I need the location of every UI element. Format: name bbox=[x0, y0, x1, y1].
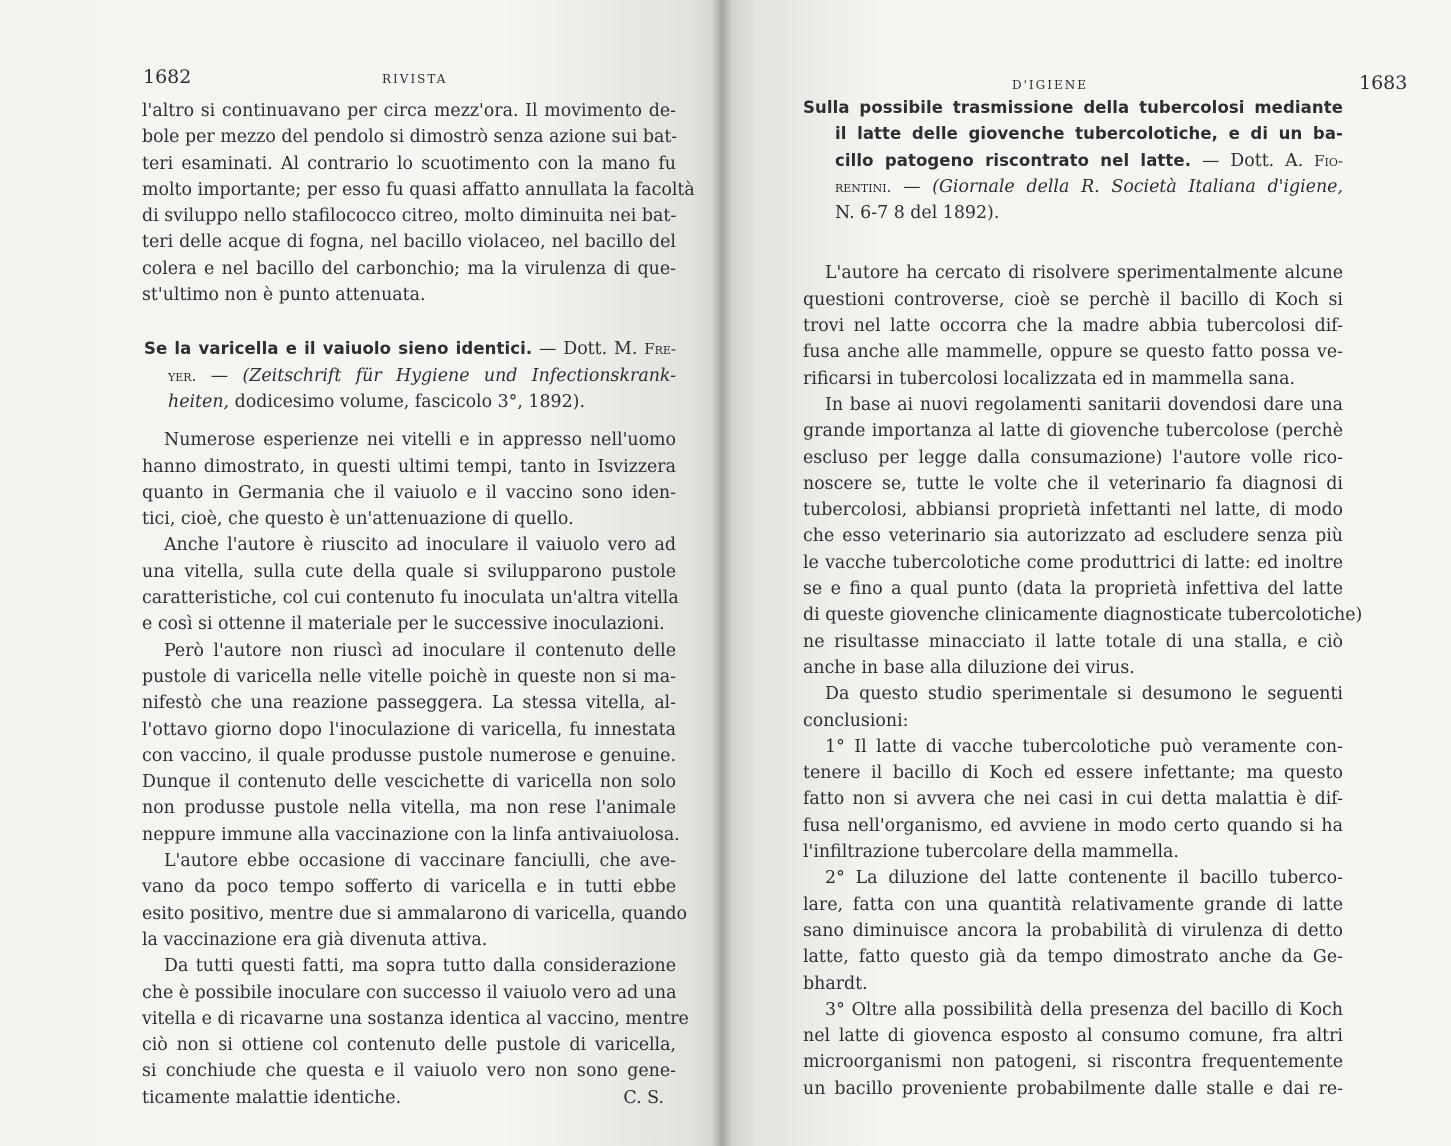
text-line: quanto in Germania che il vaiuolo e il vaccino sono iden- bbox=[142, 482, 676, 503]
article-journal: (Zeitschrift für Hygiene und Infectionskrank- bbox=[242, 365, 676, 386]
text-line: Numerose esperienze nei vitelli e in appresso nell'uomo bbox=[164, 430, 676, 451]
running-title: D'IGIENE bbox=[1012, 78, 1089, 92]
text-line: nifestò che una reazione passeggera. La stessa vitella, al- bbox=[142, 693, 676, 714]
paragraph bbox=[142, 848, 688, 953]
text-line: di queste giovenche clinicamente diagnosticate tubercolotiche) bbox=[803, 605, 1363, 626]
text-line: hanno dimostrato, in questi ultimi tempi, tanto in Isvizzera bbox=[142, 456, 676, 477]
text-line: ne risultasse minacciato il latte totale di una stalla, e ciò bbox=[803, 631, 1343, 652]
text-line: Da tutti questi fatti, ma sopra tutto dalla considerazione bbox=[164, 956, 676, 977]
article-title-line: Sulla possibile trasmissione della tubercolosi mediante bbox=[803, 98, 1343, 117]
text-line: le vacche tubercolotiche come produttrici di latte: ed inoltre bbox=[803, 552, 1343, 573]
text-line: L'autore ebbe occasione di vaccinare fanciulli, che ave- bbox=[164, 851, 676, 872]
text-line: colera e nel bacillo del carbonchio; ma la virulenza di que- bbox=[142, 258, 676, 279]
article-heading: Sulla possibile trasmissione della tubercolosi mediante il latte delle giovenche tubercolotiche, e di un ba- cillo patogeno riscontrato nel latte. — Dott. A. Fio- rentini. — (Giornale della R. Società Italiana d'igiene, N. 6-7 8 del 1892). bbox=[803, 98, 1343, 224]
article-body bbox=[803, 260, 1363, 1102]
text-line: vano da poco tempo sofferto di varicella e in tutti ebbe bbox=[142, 877, 676, 898]
right-page-number bbox=[1359, 72, 1407, 94]
text-line: tici, cioè, che questo è un'attenuazione di quello. bbox=[142, 509, 574, 530]
signature: C. S. bbox=[623, 1087, 664, 1108]
paragraph bbox=[803, 997, 1343, 1102]
article-body bbox=[142, 427, 689, 1084]
text-line: st'ultimo non è punto attenuata. bbox=[142, 285, 426, 306]
text-line: vitella e di ricavarne una sostanza identica al vaccino, mentre bbox=[142, 1008, 689, 1029]
page-number: 1683 bbox=[1359, 72, 1408, 94]
text-line: sano diminuisce ancora la probabilità di virulenza di detto bbox=[803, 920, 1343, 941]
paragraph bbox=[803, 734, 1343, 865]
paragraph bbox=[142, 98, 695, 308]
left-running-title bbox=[382, 71, 447, 87]
article-journal: (Giornale della R. Società Italiana d'igiene, bbox=[932, 176, 1343, 197]
closing-text: ticamente malattie identiche. bbox=[142, 1087, 402, 1108]
text-line: molto importante; per esso fu quasi affatto annullata la facoltà bbox=[142, 179, 695, 200]
text-line: si conchiude che questa e il vaiuolo vero non sono gene- bbox=[142, 1061, 676, 1082]
text-line: questioni controverse, cioè se perchè il bacillo di Koch si bbox=[803, 289, 1343, 310]
book-gutter bbox=[712, 0, 732, 1146]
text-line: trovi nel latte occorra che la madre abbia tubercolosi dif- bbox=[803, 316, 1343, 337]
text-line: 3° Oltre alla possibilità della presenza del bacillo di Koch bbox=[825, 999, 1343, 1020]
right-column bbox=[803, 95, 1363, 1102]
text-line: escluso per legge dalla consumazione) l'autore volle rico- bbox=[803, 447, 1343, 468]
article-title-line: cillo patogeno riscontrato nel latte. bbox=[835, 150, 1192, 170]
paragraph bbox=[803, 392, 1363, 681]
text-line: esito positivo, mentre due si ammalarono di varicella, quando bbox=[142, 903, 688, 924]
text-line: fatto non si avvera che nei casi in cui detta malattia è dif- bbox=[803, 789, 1343, 810]
paragraph bbox=[803, 681, 1343, 734]
text-line: nel latte di giovenca esposto al consumo comune, fra altri bbox=[803, 1026, 1343, 1047]
article-journal-issue: N. 6-7 8 del 1892). bbox=[835, 203, 1000, 224]
text-line: tubercolosi, abbiansi proprietà infettanti nel latte, di modo bbox=[803, 500, 1343, 521]
text-line: l'altro si continuavano per circa mezz'ora. Il movimento de- bbox=[142, 101, 676, 121]
text-line: noscere se, tutte le volte che il veterinario fa diagnosi di bbox=[803, 473, 1343, 494]
text-line: fusa anche alle mammelle, oppure se questo fatto possa ve- bbox=[803, 342, 1343, 363]
paragraph bbox=[142, 953, 689, 1084]
text-line: Anche l'autore è riuscito ad inoculare il vaiuolo vero ad bbox=[164, 535, 676, 556]
article-author: Fre- bbox=[644, 340, 676, 359]
running-title: RIVISTA bbox=[382, 72, 448, 86]
text-line: neppure immune alla vaccinazione con la linfa antivaiuolosa. bbox=[142, 824, 680, 845]
text-line: microorganismi non patogeni, si riscontra frequentemente bbox=[803, 1052, 1343, 1073]
text-line: fusa nell'organismo, ed avviene in modo certo quando si ha bbox=[803, 815, 1343, 836]
text-line: anche in base alla diluzione dei virus. bbox=[803, 657, 1135, 678]
paragraph bbox=[142, 638, 680, 848]
article-title: Se la varicella e il vaiuolo sieno identici. bbox=[144, 339, 533, 359]
continuation-paragraph bbox=[142, 98, 695, 308]
text-line: ciò non si ottiene col contenuto delle pustole di varicella, bbox=[142, 1035, 676, 1056]
text-line: 1° Il latte di vacche tubercolotiche può veramente con- bbox=[825, 736, 1343, 757]
text-line: bole per mezzo del pendolo si dimostrò senza azione sui bat- bbox=[142, 127, 678, 148]
text-line: pustole di varicella nelle vitelle poichè in queste non si ma- bbox=[142, 666, 676, 687]
text-line: non produsse pustole nella vitella, ma non rese l'animale bbox=[142, 798, 676, 819]
paragraph bbox=[142, 532, 679, 637]
article-title-line: il latte delle giovenche tubercolotiche, e di un ba- bbox=[835, 124, 1343, 144]
text-line: l'ottavo giorno dopo l'inoculazione di varicella, fu innestata bbox=[142, 719, 676, 740]
article-author: Fio- bbox=[1314, 151, 1343, 170]
text-line: Però l'autore non riuscì ad inoculare il contenuto delle bbox=[164, 640, 676, 661]
text-line: una vitella, sulla cute della quale si svilupparono pustole bbox=[142, 561, 676, 582]
page-number: 1682 bbox=[143, 66, 192, 88]
text-line: lare, fatta con una quantità relativamente grande di latte bbox=[803, 894, 1343, 915]
paragraph bbox=[142, 427, 676, 532]
text-line: che è possibile inoculare con successo il vaiuolo vero ad una bbox=[142, 982, 677, 1003]
left-page-number bbox=[143, 66, 191, 88]
right-running-title bbox=[1012, 77, 1088, 93]
text-line: e così si ottenne il materiale per le successive inoculazioni. bbox=[142, 614, 665, 635]
text-line: rificarsi in tubercolosi localizzata ed in mammella sana. bbox=[803, 368, 1296, 389]
text-line: con vaccino, il quale produsse pustole numerose e genuine. bbox=[142, 745, 676, 766]
text-line: se e fino a qual punto (data la proprietà infettiva del latte bbox=[803, 579, 1343, 600]
text-line: l'infiltrazione tubercolare della mammella. bbox=[803, 842, 1179, 863]
text-line: teri esaminati. Al contrario lo scuotimento con la mano fu bbox=[142, 153, 676, 174]
closing-line bbox=[142, 1085, 676, 1111]
text-line: 2° La diluzione del latte contenente il bacillo tuberco- bbox=[825, 868, 1343, 889]
text-line: bhardt. bbox=[803, 973, 868, 994]
text-line: che esso veterinario sia autorizzato ad escludere senza più bbox=[803, 526, 1343, 547]
article-heading: Se la varicella e il vaiuolo sieno identici. — Dott. M. Fre- yer. — (Zeitschrift für Hygiene und Infectionskrank- heiten, dodicesimo volume, fascicolo 3°, 1892). bbox=[144, 339, 676, 412]
text-line: tenere il bacillo di Koch ed essere infettante; ma questo bbox=[803, 763, 1343, 784]
paragraph bbox=[803, 260, 1343, 391]
text-line: teri delle acque di fogna, nel bacillo violaceo, nel bacillo del bbox=[142, 232, 676, 253]
text-line: conclusioni: bbox=[803, 710, 909, 731]
text-line: L'autore ha cercato di risolvere sperimentalmente alcune bbox=[825, 263, 1343, 284]
text-line: un bacillo proveniente probabilmente dalle stalle e dai re- bbox=[803, 1078, 1343, 1099]
text-line: di sviluppo nello stafilococco citreo, molto diminuita nei bat- bbox=[142, 206, 677, 227]
text-line: In base ai nuovi regolamenti sanitarii dovendosi dare una bbox=[825, 394, 1343, 415]
text-line: la vaccinazione era già divenuta attiva. bbox=[142, 929, 488, 950]
text-line: grande importanza al latte di giovenche tubercolose (perchè bbox=[803, 421, 1343, 442]
text-line: Da questo studio sperimentale si desumono le seguenti bbox=[825, 684, 1343, 705]
text-line: caratteristiche, col cui contenuto fu inoculata un'altra vitella bbox=[142, 588, 679, 609]
left-column bbox=[142, 98, 695, 1111]
paragraph bbox=[803, 865, 1343, 996]
text-line: Dunque il contenuto delle vescichette di varicella non solo bbox=[142, 772, 676, 793]
text-line: latte, fatto questo già da tempo dimostrato anche da Ge- bbox=[803, 947, 1343, 968]
